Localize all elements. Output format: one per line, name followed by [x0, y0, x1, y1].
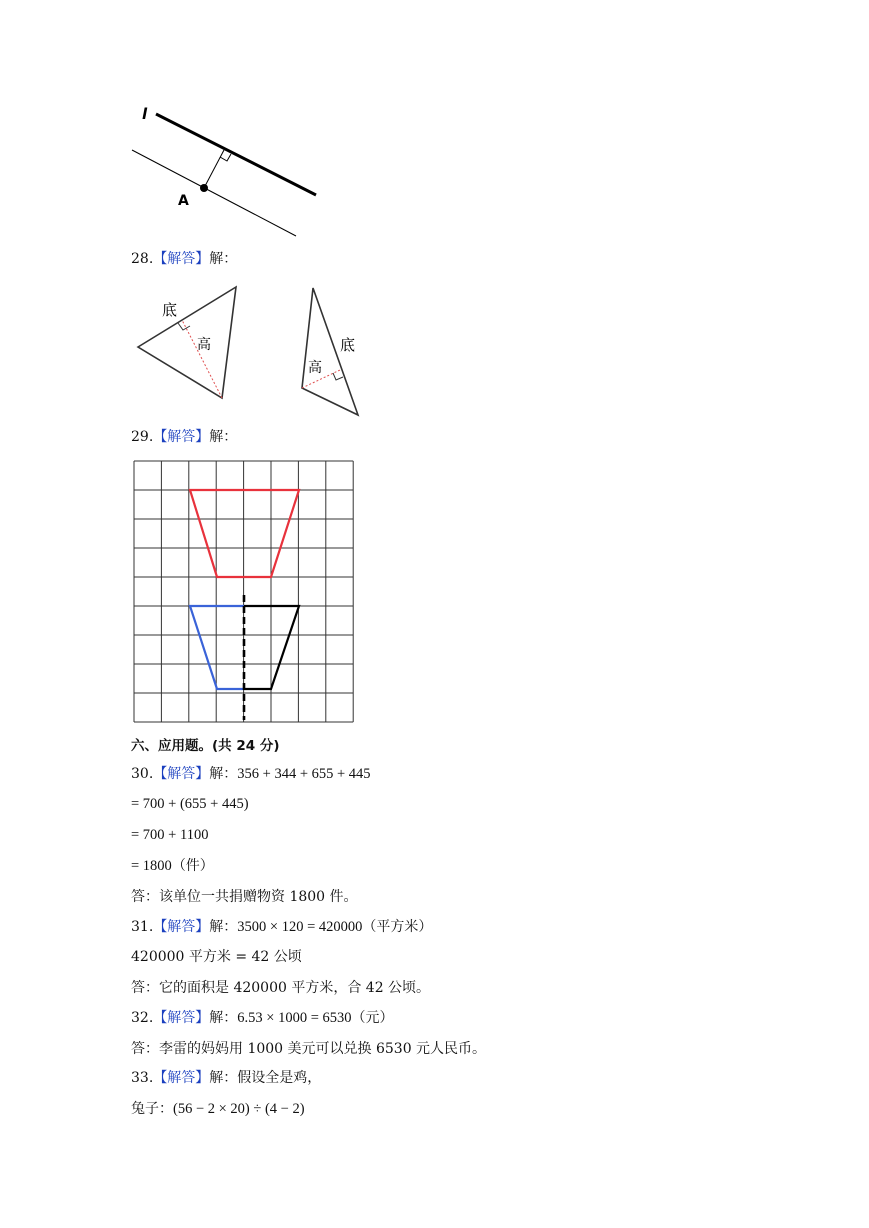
q30-step3: = 1800（件） [131, 858, 214, 874]
q30-answer: 答：该单位一共捐赠物资 1800 件。 [131, 889, 358, 905]
q28-header: 28.【解答】解： [131, 251, 238, 267]
red-trapezoid [190, 490, 299, 577]
q31-header: 31.【解答】解：3500 × 120 = 420000（平方米） [131, 919, 433, 935]
line-l [156, 114, 316, 195]
triangle-left-height-label: 高 [197, 337, 211, 353]
perpendicular-figure [128, 100, 328, 242]
point-a-label: A [178, 193, 189, 209]
triangle-right-base-label: 底 [340, 336, 356, 354]
triangle-right-height-label: 高 [308, 360, 322, 376]
q31-answer: 答：它的面积是 420000 平方米，合 42 公顷。 [131, 980, 431, 996]
blue-half-trapezoid [190, 606, 244, 689]
q33-rabbit-line: 兔子：(56 − 2 × 20) ÷ (4 − 2) [131, 1101, 305, 1117]
triangle-left-base-label: 底 [162, 301, 178, 319]
point-a [200, 184, 208, 192]
q30-step1: = 700 + (655 + 445) [131, 796, 249, 812]
q33-header: 33.【解答】解：假设全是鸡， [131, 1070, 322, 1086]
q30-step2: = 700 + 1100 [131, 827, 209, 843]
parallel-line [132, 150, 296, 236]
section-6-title: 六、应用题。(共 24 分) [131, 738, 280, 754]
q31-step1: 420000 平方米 = 42 公顷 [131, 949, 302, 965]
q32-answer: 答：李雷的妈妈用 1000 美元可以兑换 6530 元人民币。 [131, 1041, 487, 1057]
q30-header: 30.【解答】解：356 + 344 + 655 + 445 [131, 766, 371, 782]
q32-header: 32.【解答】解：6.53 × 1000 = 6530（元） [131, 1010, 394, 1026]
triangle-left [138, 287, 236, 398]
grid [134, 461, 353, 722]
perpendicular-segment [204, 150, 224, 188]
triangles-figure [130, 282, 370, 418]
q29-header: 29.【解答】解： [131, 429, 238, 445]
grid-trapezoid-figure [128, 455, 363, 727]
triangle-right-right-angle [333, 373, 343, 380]
triangle-left-right-angle [178, 323, 190, 330]
line-l-label: l [142, 105, 148, 123]
